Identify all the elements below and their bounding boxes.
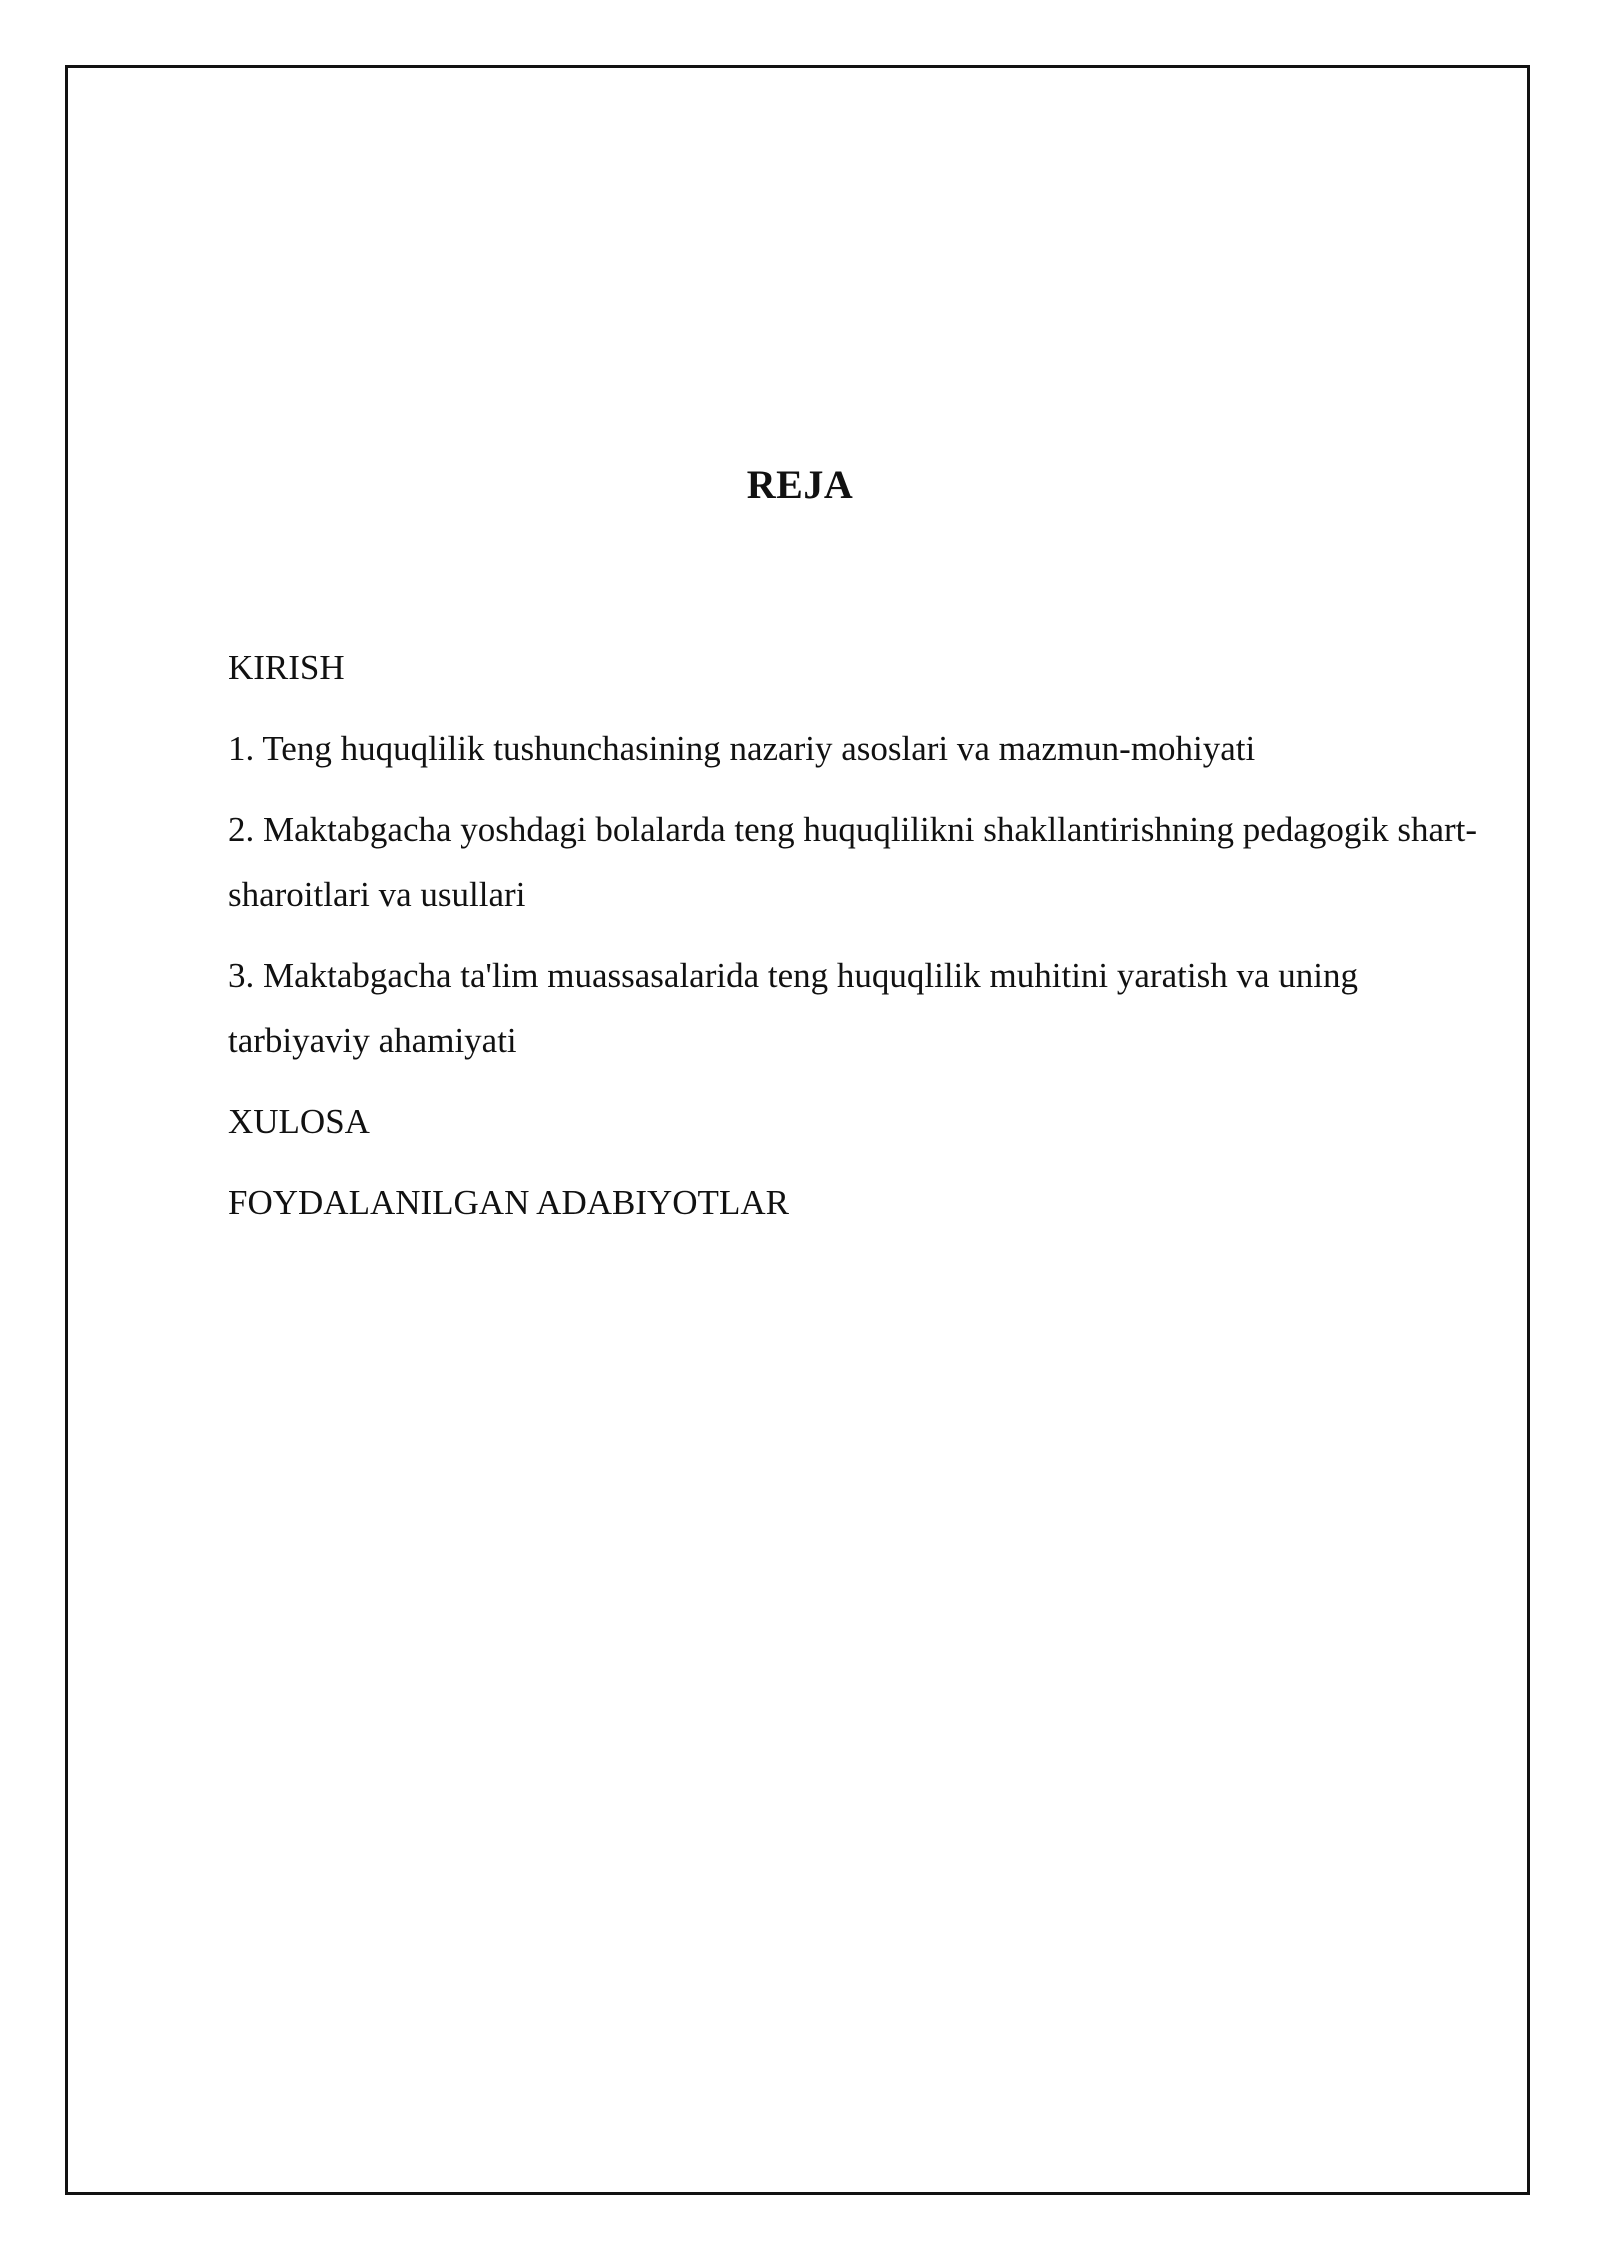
plan-item-introduction: KIRISH <box>228 648 345 687</box>
plan-item-conclusion: XULOSA <box>228 1102 370 1141</box>
page-title: REJA <box>746 462 854 507</box>
plan-item-chapter-3: 3. Maktabgacha ta'lim muassasalarida teng huquqlilik muhitini yaratish va uning tarbiyaviy ahamiyati <box>228 956 1358 1060</box>
plan-item-references: FOYDALANILGAN ADABIYOTLAR <box>228 1183 789 1222</box>
plan-list <box>228 635 1498 1251</box>
plan-item-chapter-2: 2. Maktabgacha yoshdagi bolalarda teng huquqlilikni shakllantirishning pedagogik shart-sharoitlari va usullari <box>228 810 1478 914</box>
plan-item-chapter-1: 1. Teng huquqlilik tushunchasining nazariy asoslari va mazmun-mohiyati <box>228 729 1256 768</box>
